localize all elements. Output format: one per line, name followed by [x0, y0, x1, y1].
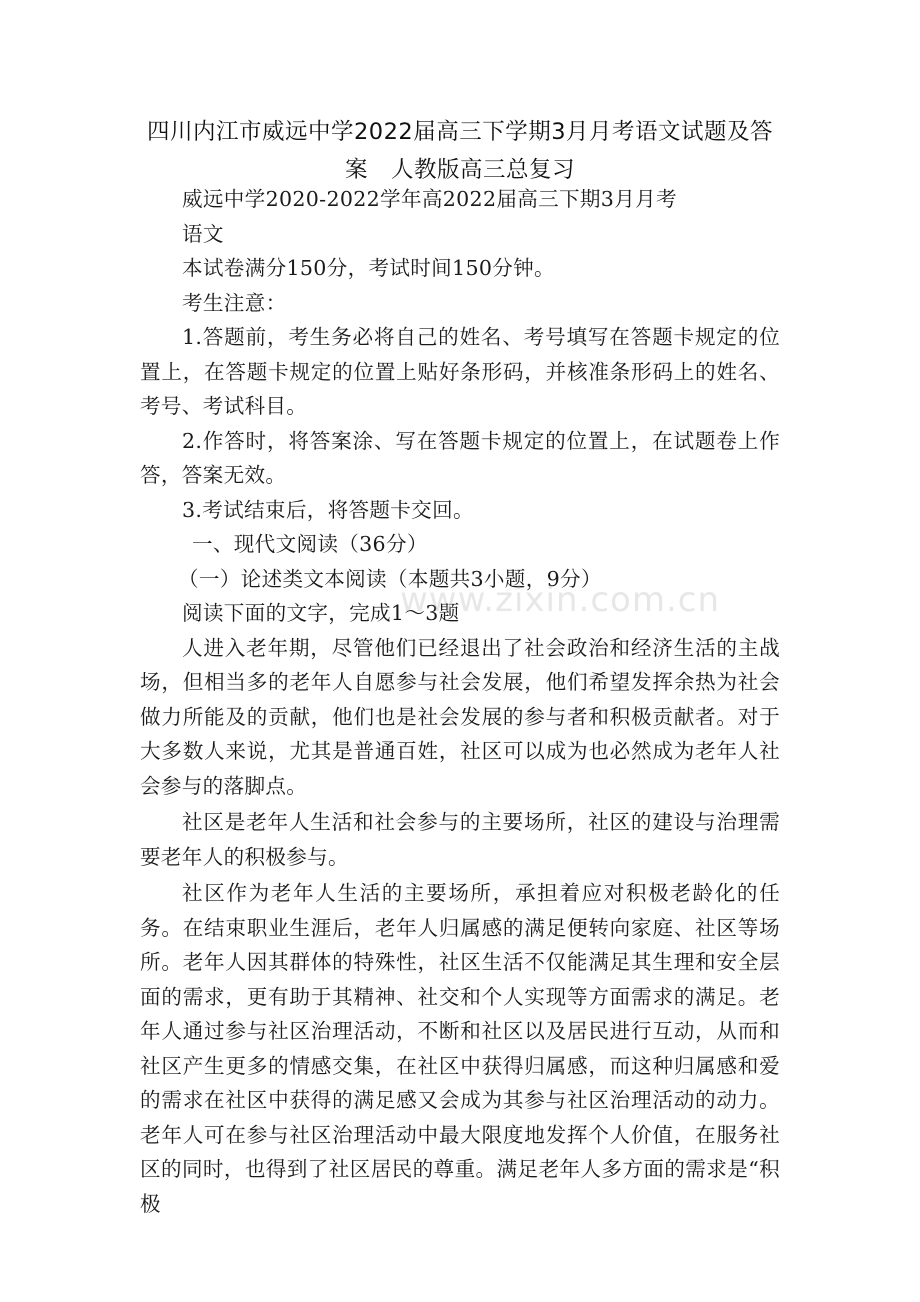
passage-paragraph-3: 社区作为老年人生活的主要场所，承担着应对积极老龄化的任务。在结束职业生涯后，老年人归属感的满足便转向家庭、社区等场所。老年人因其群体的特殊性，社区生活不仅能满足其生理和安全层面的需求，更有助于其精神、社交和个人实现等方面需求的满足。老年人通过参与社区治理活动，不断和社区以及居民进行互动，从而和社区产生更多的情感交集，在社区中获得归属感，而这种归属感和爱的需求在社区中获得的满足感又会成为其参与社区治理活动的动力。老年人可在参与社区治理活动中最大限度地发挥个人价值，在服务社区的同时，也得到了社区居民的尊重。满足老年人多方面的需求是“积极 — [140, 881, 780, 1216]
document-body — [140, 182, 780, 1221]
notice-item-1: 1.答题前，考生务必将自己的姓名、考号填写在答题卡规定的位置上，在答题卡规定的位置上贴好条形码，并核准条形码上的姓名、考号、考试科目。 — [140, 325, 780, 418]
passage-paragraph-1: 人进入老年期，尽管他们已经退出了社会政治和经济生活的主战场，但相当多的老年人自愿参与社会发展，他们希望发挥余热为社会做力所能及的贡献，他们也是社会发展的参与者和积极贡献者。对于大多数人来说，尤其是普通百姓，社区可以成为也必然成为老年人社会参与的落脚点。 — [140, 635, 780, 798]
notice-item-2: 2.作答时，将答案涂、写在答题卡规定的位置上，在试题卷上作答，答案无效。 — [140, 428, 780, 487]
notice-heading: 考生注意： — [182, 290, 287, 315]
score-time-line: 本试卷满分150分，考试时间150分钟。 — [182, 256, 555, 280]
subject-line: 语文 — [182, 221, 224, 246]
section-heading: 一、现代文阅读（36分） — [192, 532, 428, 556]
subsection-heading: （一）论述类文本阅读（本题共3小题，9分） — [178, 566, 602, 591]
exam-header-line: 威远中学2020-2022学年高2022届高三下期3月月考 — [182, 187, 677, 211]
reading-instruction: 阅读下面的文字，完成1～3题 — [182, 601, 460, 625]
passage-paragraph-2: 社区是老年人生活和社会参与的主要场所，社区的建设与治理需要老年人的积极参与。 — [140, 810, 780, 869]
watermark: www.zixin.com.cn — [400, 580, 720, 620]
document-title: 四川内江市威远中学2022届高三下学期3月月考语文试题及答案 人教版高三总复习 — [146, 119, 774, 183]
notice-item-3: 3.考试结束后，将答题卡交回。 — [182, 497, 474, 522]
